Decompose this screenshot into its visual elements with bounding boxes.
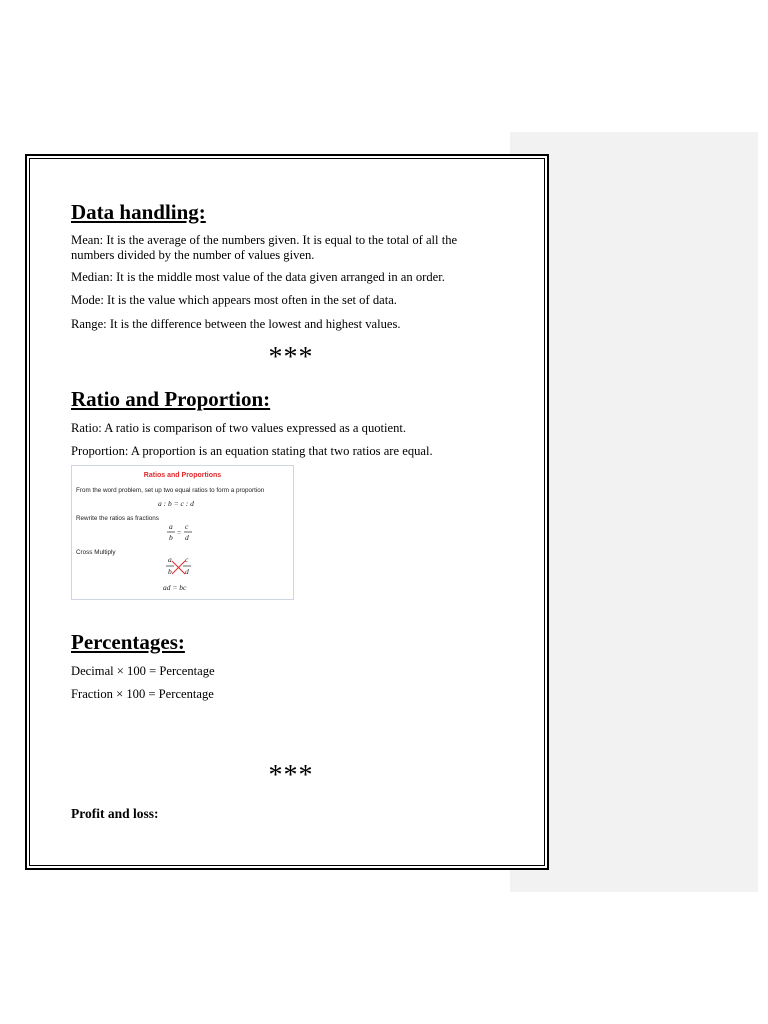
- cross-c: c: [185, 555, 189, 564]
- cross-a: a: [168, 555, 172, 564]
- document-page: [25, 154, 549, 870]
- ratio-proportion-figure: [71, 465, 294, 600]
- fraction-c: c: [185, 522, 189, 531]
- figure-step-1: From the word problem, set up two equal ratios to form a proportion: [76, 487, 265, 494]
- para-median: Median: It is the middle most value of the data given arranged in an order.: [71, 270, 445, 284]
- para-decimal-percentage: Decimal × 100 = Percentage: [71, 664, 215, 678]
- section-separator-2: ***: [268, 760, 314, 791]
- figure-step-3: Cross Multiply: [76, 549, 116, 556]
- figure-expression-1: a : b = c : d: [158, 499, 194, 508]
- fraction-a: a: [169, 522, 173, 531]
- heading-ratio-proportion: Ratio and Proportion:: [71, 387, 271, 411]
- fraction-equals: =: [177, 528, 182, 537]
- cross-multiply-arrows: [165, 557, 195, 579]
- fraction-bars: [166, 531, 196, 533]
- para-mode: Mode: It is the value which appears most often in the set of data.: [71, 293, 397, 307]
- cross-b: b: [168, 567, 172, 576]
- heading-percentages: Percentages:: [71, 630, 185, 654]
- fraction-d: d: [185, 533, 189, 542]
- fraction-b: b: [169, 533, 173, 542]
- cross-d: d: [185, 567, 189, 576]
- para-range: Range: It is the difference between the lowest and highest values.: [71, 317, 401, 331]
- figure-expression-result: ad = bc: [163, 583, 187, 592]
- heading-profit-loss: Profit and loss:: [71, 806, 159, 821]
- para-mean: Mean: It is the average of the numbers given. It is equal to the total of all the numbers divided by the number of values given.: [71, 233, 458, 262]
- para-ratio: Ratio: A ratio is comparison of two values expressed as a quotient.: [71, 421, 407, 435]
- section-separator-1: ***: [268, 342, 314, 373]
- figure-title: Ratios and Proportions: [143, 472, 222, 479]
- heading-data-handling: Data handling:: [71, 200, 206, 224]
- figure-step-2: Rewrite the ratios as fractions: [76, 515, 159, 522]
- para-proportion: Proportion: A proportion is an equation stating that two ratios are equal.: [71, 444, 433, 458]
- para-fraction-percentage: Fraction × 100 = Percentage: [71, 687, 214, 701]
